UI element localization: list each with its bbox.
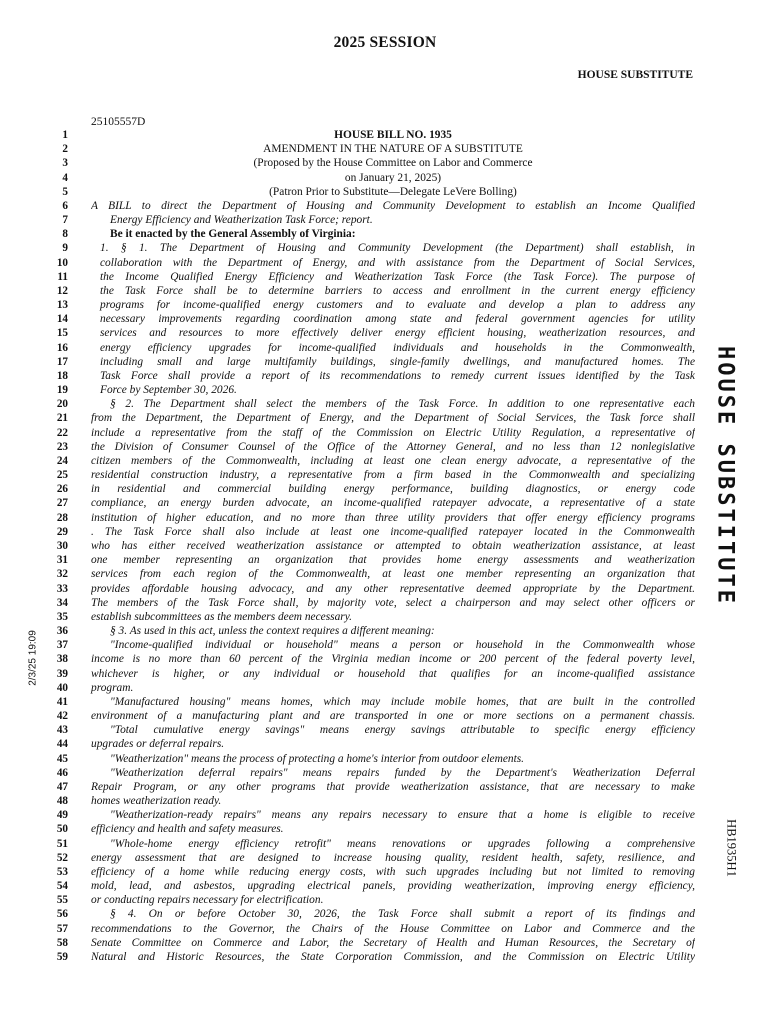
line-number: 58: [56, 936, 68, 949]
line-number: 15: [56, 327, 68, 340]
line-number: 56: [56, 908, 68, 921]
line-number: 46: [56, 766, 68, 779]
line-number: 53: [56, 865, 68, 878]
bill-code: HB1935H1: [724, 819, 739, 877]
text-line: Task Force shall provide a report of its recommendations to remedy current issues identified by the Task: [100, 369, 695, 382]
text-line: compliance, an energy burden advocate, an income-qualified ratepayer advocate, a representative of a state: [91, 497, 695, 510]
line-number: 11: [57, 270, 68, 283]
text-line: § 2. The Department shall select the members of the Task Force. In addition to one representative each: [110, 398, 695, 411]
text-line: efficiency and health and safety measures.: [91, 823, 284, 836]
line-number: 20: [56, 398, 68, 411]
line-number: 43: [56, 724, 68, 737]
session-title: 2025 SESSION: [333, 34, 437, 51]
text-line: recommendations to the Governor, the Chairs of the House Committee on Labor and Commerce and the: [91, 922, 695, 935]
text-line: The members of the Task Force shall, by majority vote, select a chairperson and may select other officers or: [91, 596, 695, 609]
substitute-label: HOUSE SUBSTITUTE: [577, 69, 693, 81]
line-number: 12: [56, 284, 68, 297]
line-number: 8: [62, 228, 68, 241]
text-line: on January 21, 2025): [344, 171, 442, 184]
line-number-column: [40, 128, 68, 964]
text-line: § 4. On or before October 30, 2026, the Task Force shall submit a report of its findings and: [110, 908, 695, 921]
line-number: 50: [56, 823, 68, 836]
line-number: 6: [62, 199, 68, 212]
line-number: 1: [62, 129, 68, 141]
text-line: . The Task Force shall also include at least one income-qualified ratepayer located in the Commonwealth: [91, 525, 695, 538]
text-line: including small and large multifamily buildings, single-family dwellings, and manufactured homes. The: [100, 355, 695, 368]
line-number: 47: [56, 780, 68, 793]
text-line: services and resources to more effectively deliver energy efficient housing, weatherization resources, and: [100, 327, 695, 340]
text-line: institution of higher education, and no more than three utility providers that offer energy efficiency programs: [91, 511, 695, 524]
line-number: 2: [62, 143, 68, 156]
text-line: one member representing an organization that provides home energy assessments and weatherization: [91, 554, 695, 567]
line-number: 39: [56, 667, 68, 680]
line-number: 40: [56, 681, 68, 694]
print-date: 2/3/25 19:09: [27, 630, 39, 686]
text-line: AMENDMENT IN THE NATURE OF A SUBSTITUTE: [263, 143, 523, 156]
line-number: 3: [62, 157, 68, 170]
line-number: 10: [56, 256, 68, 269]
text-line: (Proposed by the House Committee on Labor and Commerce: [253, 157, 533, 170]
text-line: "Whole-home energy efficiency retrofit" means renovations or upgrades following a comprehensive: [110, 837, 695, 850]
line-number: 44: [56, 738, 68, 751]
line-number: 45: [56, 752, 68, 765]
text-line: 1. § 1. The Department of Housing and Community Development (the Department) shall establish, in: [100, 242, 695, 255]
line-number: 33: [56, 582, 68, 595]
text-line: provides affordable housing advocacy, and any other representative deemed appropriate by the Department.: [91, 582, 695, 595]
text-line: the Income Qualified Energy Efficiency and Weatherization Task Force (the Task Force). The purpose of: [100, 270, 695, 283]
text-line: energy assessment that are designed to increase housing quality, resident health, safety, resilience, and: [91, 851, 695, 864]
text-line: "Weatherization" means the process of protecting a home's interior from outdoor elements.: [110, 752, 525, 765]
line-number: 17: [56, 355, 68, 368]
bill-text: [91, 128, 695, 964]
document-id: 25105557D: [91, 116, 146, 128]
text-line: Energy Efficiency and Weatherization Task Force; report.: [110, 214, 373, 227]
line-number: 36: [56, 625, 68, 638]
line-number: 16: [56, 341, 68, 354]
line-number: 28: [56, 511, 68, 524]
text-line: income is no more than 60 percent of the Virginia median income or 200 percent of the federal poverty level,: [91, 653, 695, 666]
text-line: § 3. As used in this act, unless the context requires a different meaning:: [110, 625, 435, 638]
line-number: 55: [56, 894, 68, 907]
text-line: establish subcommittees as the members deem necessary.: [91, 610, 352, 623]
text-line: energy efficiency upgrades for income-qualified individuals and households in the Commonwealth,: [100, 341, 695, 354]
line-number: 18: [56, 369, 68, 382]
line-number: 9: [62, 242, 68, 255]
line-number: 5: [62, 185, 68, 198]
text-line: collaboration with the Department of Energy, and with assistance from the Department of Social Services,: [100, 256, 695, 269]
text-line: efficiency of a home while reducing energy costs, with such upgrades including but not limited to removing: [91, 865, 695, 878]
text-line: Natural and Historic Resources, the State Corporation Commission, and the Commission on Electric Utility: [91, 950, 695, 963]
line-number: 59: [56, 950, 68, 963]
line-number: 57: [56, 922, 68, 935]
line-number: 41: [56, 695, 68, 708]
text-line: A BILL to direct the Department of Housing and Community Development to establish an Income Qualified: [91, 199, 695, 212]
text-line: environment of a manufacturing plant and are transported in one or more sections on a permanent chassis.: [91, 710, 695, 723]
text-line: "Income-qualified individual or household" means a person or household in the Commonwealth whose: [110, 639, 695, 652]
text-line: program.: [91, 681, 134, 694]
text-line: mold, lead, and asbestos, upgrading electrical panels, providing weatherization, improving energy efficiency,: [91, 880, 695, 893]
text-line: the Task Force shall be to determine barriers to access and enrollment in the current energy efficiency: [100, 284, 695, 297]
text-line: necessary improvements regarding coordination among state and federal government agencies for utility: [100, 313, 695, 326]
line-number: 13: [56, 299, 68, 312]
text-line: Senate Committee on Commerce and Labor, the Secretary of Health and Human Resources, the Secretary of: [91, 936, 695, 949]
line-number: 25: [56, 469, 68, 482]
line-number: 42: [56, 710, 68, 723]
line-number: 32: [56, 568, 68, 581]
line-number: 49: [56, 809, 68, 822]
text-line: "Manufactured housing" means homes, which may include mobile homes, that are built in the controlled: [110, 695, 695, 708]
text-line: from the Department, the Department of Energy, and the Department of Social Services, the Task force shall: [91, 412, 695, 425]
line-number: 37: [56, 639, 68, 652]
line-number: 38: [56, 653, 68, 666]
text-line: citizen members of the Commonwealth, including at least one clean energy advocate, a representative of the: [91, 454, 695, 467]
line-number: 7: [62, 214, 68, 227]
text-line: homes weatherization ready.: [91, 795, 222, 808]
line-number: 4: [62, 171, 68, 184]
line-number: 29: [56, 525, 68, 538]
text-line: services from each region of the Commonwealth, at least one member representing an organization that: [91, 568, 695, 581]
text-line: or conducting repairs necessary for electrification.: [91, 894, 324, 907]
line-number: 14: [56, 313, 68, 326]
text-line: Repair Program, or any other programs that provide weatherization assistance, that are necessary to make: [91, 780, 695, 793]
line-number: 19: [56, 384, 68, 397]
line-number: 26: [56, 483, 68, 496]
text-line: (Patron Prior to Substitute—Delegate LeVere Bolling): [269, 185, 517, 198]
house-substitute-banner: HOUSE SUBSTITUTE: [712, 346, 738, 606]
line-number: 30: [56, 539, 68, 552]
line-number: 22: [56, 426, 68, 439]
text-line: "Weatherization deferral repairs" means repairs funded by the Department's Weatherization Deferral: [110, 766, 695, 779]
text-line: "Total cumulative energy savings" means energy savings attributable to specific energy efficiency: [110, 724, 695, 737]
line-number: 52: [56, 851, 68, 864]
text-line: programs for income-qualified energy customers and to evaluate and develop a plan to address any: [100, 299, 695, 312]
line-number: 35: [56, 610, 68, 623]
text-line: include a representative from the staff of the Commission on Electric Utility Regulation, a representative of: [91, 426, 695, 439]
text-line: HOUSE BILL NO. 1935: [334, 129, 452, 141]
text-line: upgrades or deferral repairs.: [91, 738, 225, 751]
line-number: 24: [56, 454, 68, 467]
line-number: 54: [56, 880, 68, 893]
text-line: the Division of Consumer Counsel of the Office of the Attorney General, and no less than 12 nonlegislative: [91, 440, 695, 453]
text-line: "Weatherization-ready repairs" means any repairs necessary to ensure that a home is eligible to receive: [110, 809, 695, 822]
text-line: whichever is higher, or any individual or household that qualifies for an income-qualified assistance: [91, 667, 695, 680]
text-line: Force by September 30, 2026.: [100, 384, 237, 397]
text-line: who has either received weatherization assistance or attempted to obtain weatherization assistance, at least: [91, 539, 695, 552]
line-number: 48: [56, 795, 68, 808]
text-line: residential construction industry, a representative from a firm based in the Commonwealth and specializing: [91, 469, 695, 482]
line-number: 51: [56, 837, 68, 850]
line-number: 21: [56, 412, 68, 425]
text-line: in residential and commercial building energy performance, building diagnostics, or energy code: [91, 483, 695, 496]
line-number: 27: [56, 497, 68, 510]
line-number: 23: [56, 440, 68, 453]
line-number: 34: [56, 596, 68, 609]
text-line: Be it enacted by the General Assembly of Virginia:: [110, 228, 356, 241]
line-number: 31: [56, 554, 68, 567]
